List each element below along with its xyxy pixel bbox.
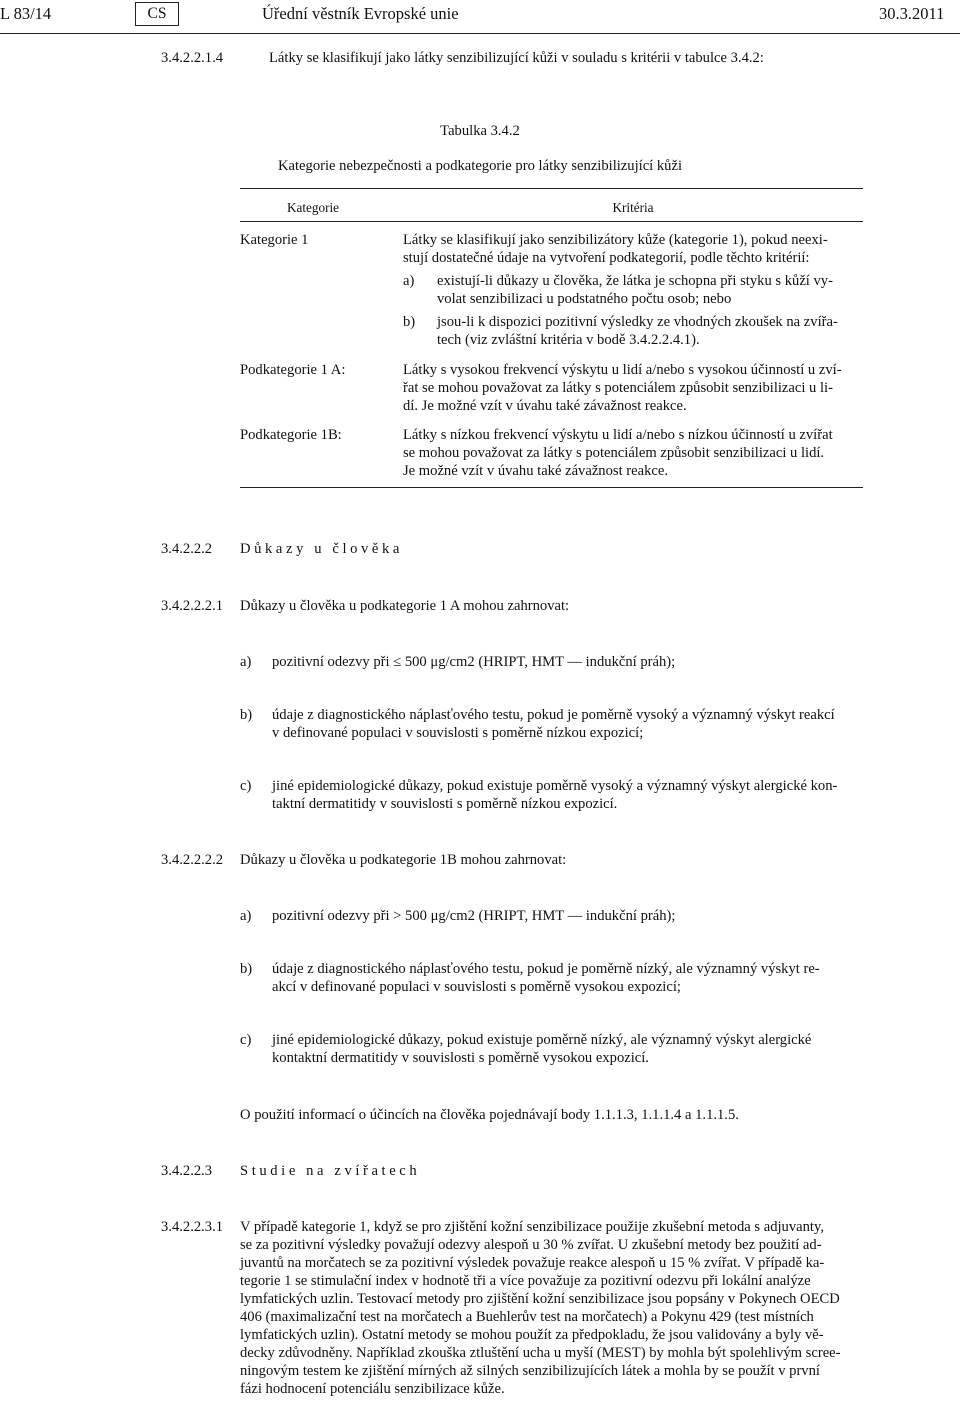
- intro-number: 3.4.2.2.1.4: [161, 50, 224, 66]
- reference-note: O použití informací o účincích na člověka pojednávají body 1.1.1.3, 1.1.1.4 a 1.1.1.5.: [240, 1107, 739, 1123]
- section-title: Důkazy u člověka: [240, 541, 403, 557]
- column-header-category: Kategorie: [287, 200, 339, 215]
- section-number: 3.4.2.2.3: [161, 1163, 213, 1179]
- row-category: Podkategorie 1B:: [240, 427, 342, 443]
- paragraph-line: ningovým testem ke zjištění mírných až silných senzibilizujících látek a mohla by se použít v první: [240, 1363, 820, 1379]
- list-item-line: pozitivní odezvy při > 500 μg/cm2 (HRIPT, HMT — indukční práh);: [272, 908, 676, 924]
- list-item-label: c): [240, 1032, 252, 1048]
- list-item-label: b): [403, 314, 416, 330]
- list-item-line: existují-li důkazy u člověka, že látka je schopna při styku s kůží vy-: [437, 273, 833, 289]
- paragraph-number: 3.4.2.2.2.2: [161, 852, 224, 868]
- row-criteria-line: Látky s nízkou frekvencí výskytu u lidí a/nebo s nízkou účinností u zvířat: [403, 427, 833, 443]
- section-number: 3.4.2.2.2: [161, 541, 213, 557]
- paragraph-line: lymfatických uzlin. Testovací metody pro zjištění kožní senzibilizace jsou popsány v Pokynech OECD: [240, 1291, 840, 1307]
- paragraph-line: lymfatických uzlin). Ostatní metody se mohou použít za předpokladu, že jsou validovány a byly vě-: [240, 1327, 824, 1343]
- paragraph-line: tegorie 1 se stimulační index v hodnotě tři a více považuje za pozitivní odezvu při lokální analýze: [240, 1273, 811, 1289]
- paragraph-line: decky zdůvodněny. Například zkouška ztluštění ucha u myší (MEST) by mohla být spolehlivým scree-: [240, 1345, 841, 1361]
- list-item-label: b): [240, 961, 253, 977]
- list-item-label: a): [240, 908, 252, 924]
- list-item-line: v definované populaci v souvislosti s poměrně nízkou expozicí;: [272, 725, 644, 741]
- journal-title: Úřední věstník Evropské unie: [262, 4, 459, 23]
- row-criteria-line: řat se mohou považovat za látky s potenciálem způsobit senzibilizaci u li-: [403, 380, 833, 396]
- language-badge: CS: [135, 2, 179, 26]
- row-criteria-line: Látky s vysokou frekvencí výskytu u lidí a/nebo s vysokou účinností u zví-: [403, 362, 842, 378]
- publication-date: 30.3.2011: [879, 4, 945, 23]
- list-item-label: b): [240, 707, 253, 723]
- row-criteria-line: dí. Je možné vzít v úvahu také závažnost reakce.: [403, 398, 687, 414]
- table-bottom-rule: [240, 487, 863, 488]
- row-criteria-line: Je možné vzít v úvahu také závažnost reakce.: [403, 463, 668, 479]
- row-category: Podkategorie 1 A:: [240, 362, 346, 378]
- list-item-line: jsou-li k dispozici pozitivní výsledky ze vhodných zkoušek na zvířa-: [437, 314, 838, 330]
- paragraph-line: se za pozitivní výsledky považují odezvy alespoň u 30 % zvířat. U zkušební metody bez použití ad-: [240, 1237, 822, 1253]
- header-rule: [0, 33, 960, 34]
- list-item-line: pozitivní odezvy při ≤ 500 μg/cm2 (HRIPT, HMT — indukční práh);: [272, 654, 676, 670]
- table-top-rule: [240, 188, 863, 189]
- list-item-label: c): [240, 778, 252, 794]
- row-criteria-line: stují dostatečné údaje na vytvoření podkategorií, podle těchto kritérií:: [403, 250, 810, 266]
- paragraph-line: juvantů na morčatech se za pozitivní výsledek považuje reakce alespoň u 15 % zvířat. V případě ka-: [240, 1255, 825, 1271]
- list-item-line: volat senzibilizaci u podstatného počtu osob; nebo: [437, 291, 732, 307]
- paragraph-line: fázi hodnocení potenciálu senzibilizace kůže.: [240, 1381, 505, 1397]
- paragraph-text: Důkazy u člověka u podkategorie 1 A mohou zahrnovat:: [240, 598, 570, 614]
- paragraph-number: 3.4.2.2.3.1: [161, 1219, 224, 1235]
- table-title: Kategorie nebezpečnosti a podkategorie pro látky senzibilizující kůži: [277, 158, 682, 174]
- list-item-line: akcí v definované populaci v souvislosti s poměrně vysokou expozicí;: [272, 979, 681, 995]
- row-category: Kategorie 1: [240, 232, 309, 248]
- paragraph-number: 3.4.2.2.2.1: [161, 598, 224, 614]
- list-item-label: a): [403, 273, 415, 289]
- list-item-line: tech (viz zvláštní kritéria v bodě 3.4.2.2.4.1).: [437, 332, 700, 348]
- list-item-line: jiné epidemiologické důkazy, pokud existuje poměrně nízký, ale významný výskyt alergické: [272, 1032, 812, 1048]
- list-item-line: kontaktní dermatitidy v souvislosti s poměrně vysokou expozicí.: [272, 1050, 649, 1066]
- list-item-line: údaje z diagnostického náplasťového testu, pokud je poměrně vysoký a významný výskyt reakcí: [272, 707, 835, 723]
- paragraph-line: 406 (maximalizační test na morčatech a Buehlerův test na morčatech) a Pokynu 429 (test místních: [240, 1309, 814, 1325]
- table-header-rule: [240, 221, 863, 222]
- column-header-criteria: Kritéria: [612, 200, 654, 215]
- list-item-line: údaje z diagnostického náplasťového testu, pokud je poměrně nízký, ale významný výskyt re-: [272, 961, 820, 977]
- page-reference: L 83/14: [0, 4, 52, 23]
- intro-text: Látky se klasifikují jako látky senzibilizující kůži v souladu s kritérii v tabulce 3.4.2:: [269, 50, 764, 66]
- paragraph-line: V případě kategorie 1, když se pro zjištění kožní senzibilizace použije zkušební metoda s adjuvanty,: [240, 1219, 824, 1235]
- table-caption: Tabulka 3.4.2: [440, 123, 520, 139]
- paragraph-text: Důkazy u člověka u podkategorie 1B mohou zahrnovat:: [240, 852, 567, 868]
- row-criteria-line: Látky se klasifikují jako senzibilizátory kůže (kategorie 1), pokud neexi-: [403, 232, 828, 248]
- row-criteria-line: se mohou považovat za látky s potenciálem způsobit senzibilizaci u lidí.: [403, 445, 825, 461]
- list-item-line: jiné epidemiologické důkazy, pokud existuje poměrně vysoký a významný výskyt alergické kon-: [272, 778, 838, 794]
- list-item-line: taktní dermatitidy v souvislosti s poměrně nízkou expozicí.: [272, 796, 618, 812]
- section-title: Studie na zvířatech: [240, 1163, 421, 1179]
- list-item-label: a): [240, 654, 252, 670]
